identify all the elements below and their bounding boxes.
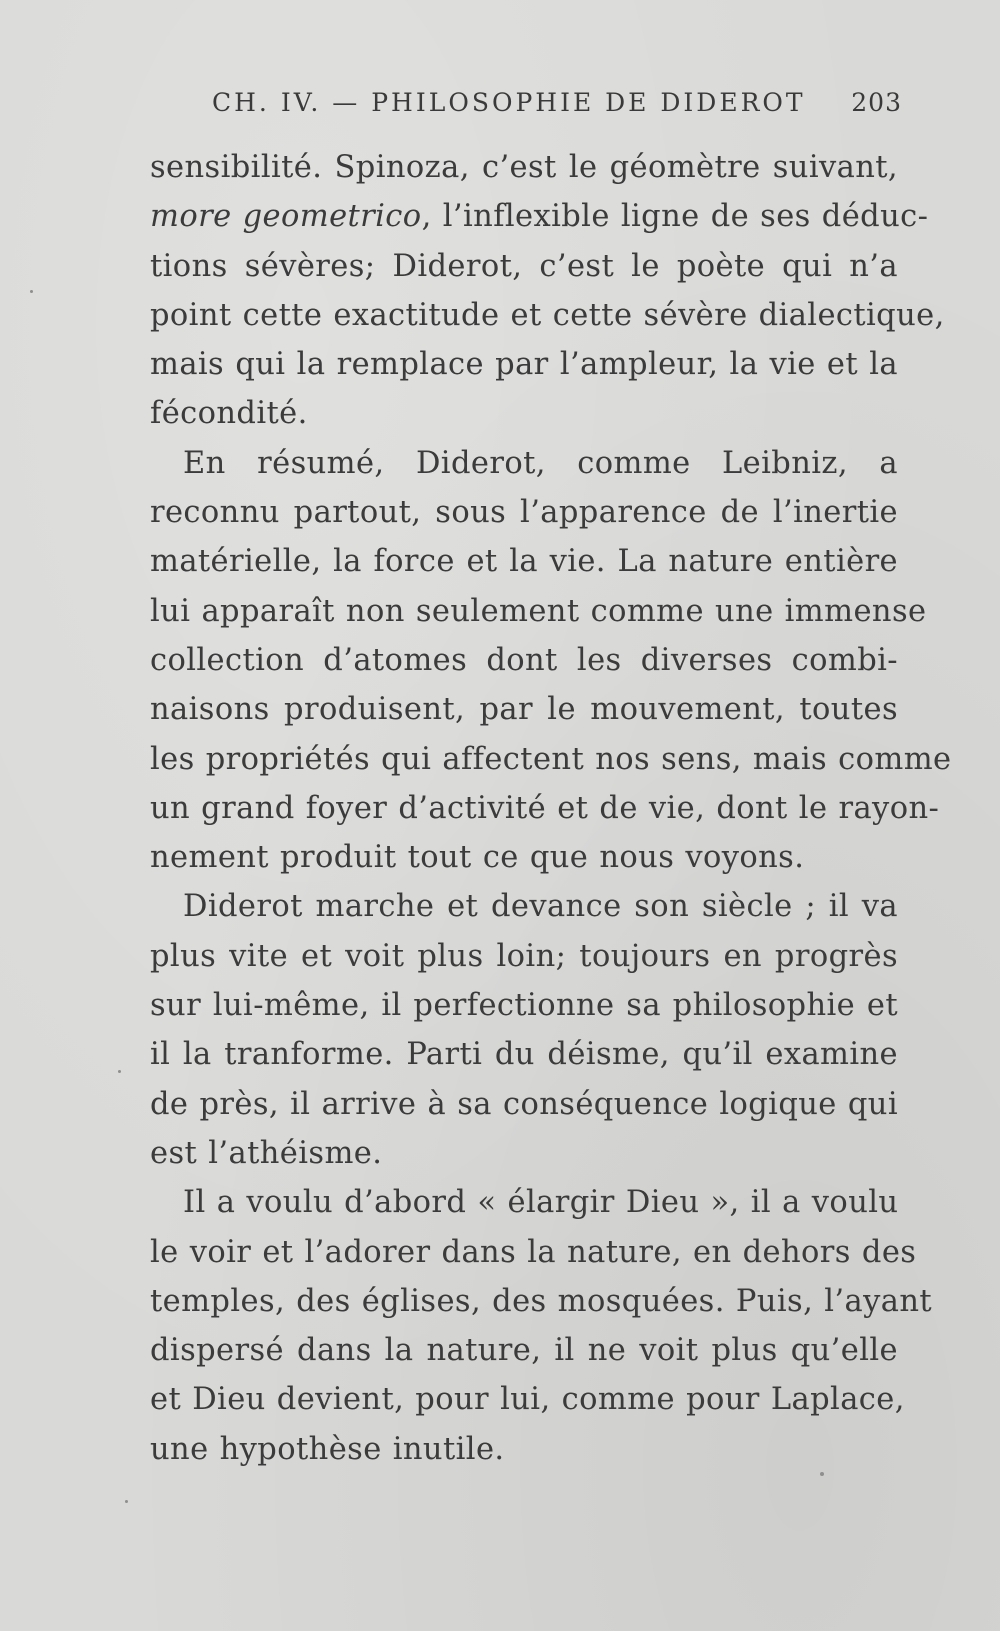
text-line — [150, 1425, 898, 1474]
text-segment: dispersé dans la nature, il ne voit plus qu’elle — [150, 1333, 898, 1369]
text-segment: naisons produisent, par le mouvement, toutes — [150, 692, 898, 728]
text-line — [150, 242, 898, 291]
text-segment: matérielle, la force et la vie. La nature entière — [150, 544, 898, 580]
text-segment: une hypothèse inutile. — [150, 1431, 505, 1467]
paragraph — [150, 882, 898, 1178]
text-line — [150, 833, 898, 882]
text-line — [150, 1228, 917, 1277]
text-segment: sur lui-même, il perfectionne sa philosophie et — [150, 988, 898, 1024]
body-text — [150, 143, 952, 1474]
text-line — [150, 1030, 898, 1079]
text-segment: les propriétés qui affectent nos sens, mais comme — [150, 741, 952, 777]
text-segment: le voir et l’adorer dans la nature, en dehors des — [150, 1234, 917, 1270]
text-segment: Il a voulu d’abord « élargir Dieu », il a voulu — [183, 1185, 899, 1221]
text-line — [150, 291, 945, 340]
text-line — [150, 192, 929, 241]
text-line — [150, 488, 898, 537]
paper-speck — [30, 290, 33, 293]
text-line — [150, 932, 898, 981]
text-line — [150, 1178, 898, 1227]
text-line — [150, 685, 898, 734]
text-line — [150, 1277, 933, 1326]
text-segment: collection d’atomes dont les diverses combi- — [150, 642, 898, 678]
text-segment: temples, des églises, des mosquées. Puis, l’ayant — [150, 1283, 933, 1319]
text-segment: tions sévères; Diderot, c’est le poète qui n’a — [150, 248, 898, 284]
text-line — [150, 340, 898, 389]
text-line — [150, 1375, 905, 1424]
text-line — [150, 389, 898, 438]
text-segment: sensibilité. Spinoza, c’est le géomètre suivant, — [150, 150, 898, 185]
italic-phrase: more geometrico — [150, 199, 422, 235]
text-segment: Diderot marche et devance son siècle ; il va — [183, 889, 898, 925]
text-segment: plus vite et voit plus loin; toujours en progrès — [150, 938, 898, 974]
text-line — [150, 981, 898, 1030]
text-segment: il la tranforme. Parti du déisme, qu’il examine — [150, 1037, 898, 1073]
text-segment: lui apparaît non seulement comme une immense — [150, 593, 927, 629]
text-line — [150, 1326, 898, 1375]
text-segment: est l’athéisme. — [150, 1135, 383, 1171]
text-segment: fécondité. — [150, 396, 308, 432]
text-segment: En résumé, Diderot, comme Leibniz, a — [183, 445, 898, 481]
text-line — [150, 735, 952, 784]
running-head-title: CH. IV. — PHILOSOPHIE DE DIDEROT — [212, 88, 806, 117]
text-segment: reconnu partout, sous l’apparence de l’inertie — [150, 495, 898, 531]
text-segment: un grand foyer d’activité et de vie, dont le rayon- — [150, 790, 940, 826]
text-line — [150, 882, 898, 931]
text-segment: , l’inflexible ligne de ses déduc- — [421, 199, 929, 235]
text-line — [150, 587, 927, 636]
paper-speck — [118, 1070, 121, 1073]
text-segment: nement produit tout ce que nous voyons. — [150, 840, 805, 876]
text-segment: mais qui la remplace par l’ampleur, la vie et la — [150, 347, 898, 383]
running-head — [212, 88, 902, 124]
text-segment: et Dieu devient, pour lui, comme pour Laplace, — [150, 1382, 905, 1418]
paper-speck — [125, 1500, 128, 1503]
text-line — [150, 784, 940, 833]
text-line — [150, 1129, 898, 1178]
text-line — [150, 537, 898, 586]
page-number: 203 — [851, 88, 902, 117]
text-segment: point cette exactitude et cette sévère dialectique, — [150, 297, 945, 333]
paragraph — [150, 143, 945, 439]
text-line — [150, 636, 898, 685]
paper-speck — [820, 1472, 824, 1476]
paragraph — [150, 439, 952, 883]
text-line — [150, 439, 898, 488]
text-line — [150, 1080, 898, 1129]
text-segment: de près, il arrive à sa conséquence logique qui — [150, 1086, 898, 1122]
text-line — [150, 143, 898, 192]
paragraph — [150, 1178, 933, 1474]
